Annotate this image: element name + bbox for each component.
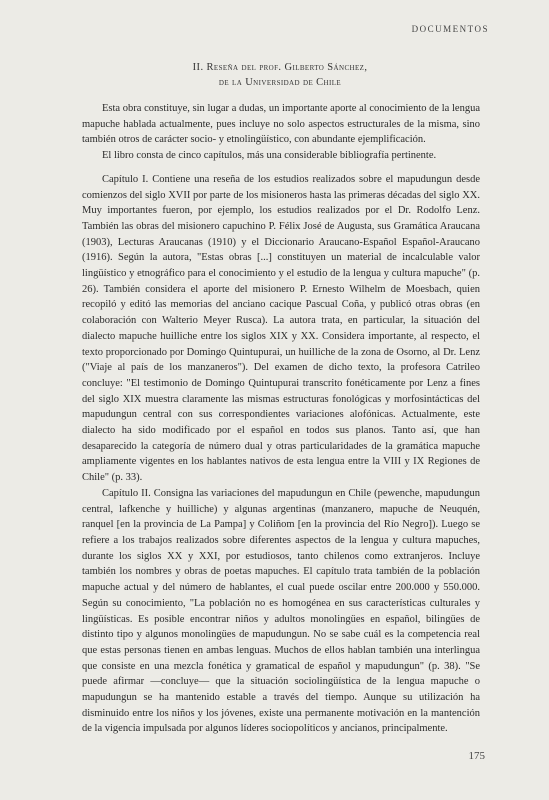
section-title-line-2: de la Universidad de Chile [218,77,342,88]
section-title-line-1: II. Reseña del prof. Gilberto Sánchez, [192,62,368,73]
paragraph-intro: Esta obra constituye, sin lugar a dudas, un importante aporte al conocimiento de la lengua mapuche hablada actualmente, pues incluye no solo aspectos estructurales de la misma, sino también otros de carácter socio- y etnolingüístico, con abundante ejemplificación. [82,103,480,146]
body-text [82,101,480,737]
paragraph-chapter-1: Capítulo I. Contiene una reseña de los estudios realizados sobre el mapudungun desde comienzos del siglo XVII por parte de los misioneros hasta las primeras décadas del siglo XX. Muy importantes fueron, por ejemplo, los estudios realizados por el Dr. Rodolfo Lenz. También las obras del misionero capuchino P. Félix José de Augusta, sus Gramática Araucana (1903), Lecturas Araucanas (1910) y el Diccionario Araucano-Español Español-Araucano (1916). Según la autora, "Estas obras [...] constituyen un material de incalculable valor lingüístico y etnográfico para el conocimiento y el estudio de la lengua y cultura mapuche" (p. 26). También considera el aporte del misionero P. Ernesto Wilhelm de Moesbach, quien recopiló y editó las memorias del anciano cacique Pascual Coña, y publicó otras obras (en colaboración con Walterio Meyer Rusca). La autora trata, en particular, la situación del dialecto mapuche huilliche entre los siglos XIX y XX. Considera importante, al respecto, el texto proporcionado por Domingo Quintupurai, un huilliche de la zona de Osorno, al Dr. Lenz ("Viaje al país de los manzaneros"). Del examen de dicho texto, la profesora Catrileo concluye: "El testimonio de Domingo Quintupurai transcrito fonéticamente por Lenz a fines del siglo XIX muestra claramente las mismas estructuras fonológicas y morfosintácticas del mapudungun central con sus correspondientes variaciones alofónicas. Actualmente, este dialecto ha sido modificado por el español en todos sus planos. Tanto así, que han desaparecido la categoría de número dual y otras particularidades de la gramática mapuche ampliamente vigentes en los hablantes nativos de esta lengua entre la VIII y IX Regiones de Chile" (p. 33). [82,173,480,484]
section-title [90,60,470,90]
running-head: DOCUMENTOS [411,24,489,34]
page-number: 175 [468,750,485,762]
paragraph-chapter-2: Capítulo II. Consigna las variaciones del mapudungun en Chile (pewenche, mapudungun central, lafkenche y huilliche) y algunas argentinas (manzanero, mapuche de Neuquén, ranquel [en la provincia de La Pampa] y Coliñom [en la provincia del Río Negro]). Luego se refiere a los trabajos realizados sobre diferentes aspectos de la lengua y cultura mapuches, durante los siglos XX y XXI, por estudiosos, tanto chilenos como extranjeros. Incluye también los nombres y obras de poetas mapuches. El capítulo trata también de la población mapuche actual y del número de hablantes, el cual puede oscilar entre 200.000 y 550.000. Según su conocimiento, "La población no es homogénea en sus características culturales y lingüísticas. Es posible encontrar niños y adultos monolingües en español, bilingües de distinto tipo y algunos monolingües de mapudungun. No se sabe cuál es la competencia real que estas personas tienen en ambas lenguas. Muchos de ellos hablan también una interlingua que consiste en una mezcla fonética y gramatical de español y mapudungun" (p. 38). "Se puede afirmar —concluye— que la situación sociolingüística de la lengua mapuche o mapudungun se ha mantenido estable a través del tiempo. Aunque su utilización ha disminuido entre los niños y los jóvenes, existe una permanente motivación en la mantención de la vigencia impulsada por algunos líderes sociopolíticos y ancianos, principalmente. [82,487,480,735]
paragraph-structure: El libro consta de cinco capítulos, más una considerable bibliografía pertinente. [102,150,437,162]
